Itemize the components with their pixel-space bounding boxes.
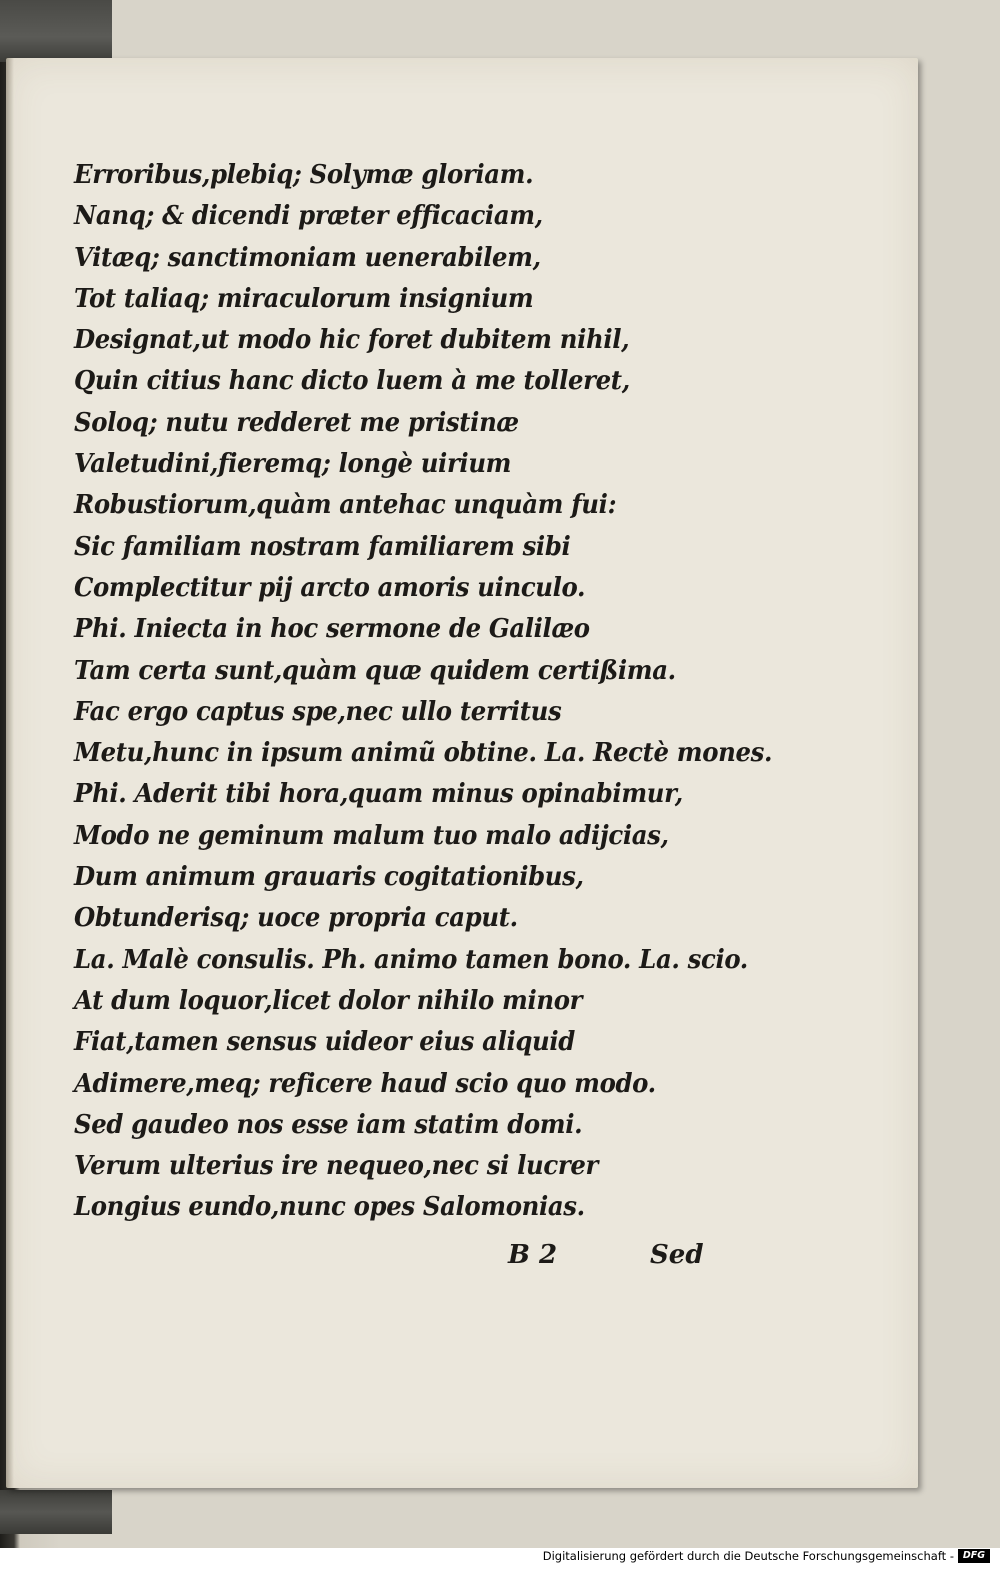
verse-line: Modo ne geminum malum tuo malo adijcias, [74, 819, 669, 851]
verse-line: Soloq; nutu redderet me pristinæ [74, 406, 519, 438]
book-spine-bottom [0, 1490, 112, 1534]
verse-line: Tot taliaq; miraculorum insignium [74, 282, 534, 314]
verse-line: Phi. Iniecta in hoc sermone de Galilæo [74, 613, 590, 645]
verse-line: Sed gaudeo nos esse iam statim domi. [74, 1108, 583, 1140]
page-gutter-shadow [6, 58, 14, 1488]
dfg-logo-icon: DFG [958, 1549, 990, 1563]
verse-line: Complectitur pij arcto amoris uinculo. [74, 571, 586, 603]
verse-line: Verum ulterius ire nequeo,nec si lucrer [74, 1150, 598, 1182]
verse-line: Adimere,meq; reficere haud scio quo modo. [74, 1067, 656, 1099]
verse-line: Fiat,tamen sensus uideor eius aliquid [74, 1026, 575, 1058]
verse-line: Quin citius hanc dicto luem à me tolleret, [74, 365, 630, 397]
verse-line: Vitæq; sanctimoniam uenerabilem, [74, 241, 541, 273]
verse-line: Sic familiam nostram familiarem sibi [74, 530, 571, 562]
verse-line: At dum loquor,licet dolor nihilo minor [74, 984, 583, 1016]
verse-line: Erroribus,plebiq; Solymæ gloriam. [74, 159, 534, 190]
verse-line: Nanq; & dicendi præter efficaciam, [74, 200, 543, 232]
verse-line: Obtunderisq; uoce propria caput. [74, 902, 518, 934]
verse-line: La. Malè consulis. Ph. animo tamen bono. La. scio. [74, 943, 748, 975]
digitization-credit: Digitalisierung gefördert durch die Deutsche Forschungsgemeinschaft - [542, 1549, 954, 1563]
page-catchline [500, 1240, 710, 1280]
signature-mark: B 2 [508, 1240, 558, 1270]
verse-text-block [74, 154, 773, 1228]
verse-line: Tam certa sunt,quàm quæ quidem certißima. [74, 654, 676, 686]
verse-line: Metu,hunc in ipsum animũ obtine. La. Rectè mones. [74, 737, 773, 769]
verse-line: Designat,ut modo hic foret dubitem nihil, [74, 324, 630, 356]
catchword: Sed [650, 1240, 704, 1270]
verse-line: Phi. Aderit tibi hora,quam minus opinabimur, [74, 778, 683, 810]
verse-line: Longius eundo,nunc opes Salomonias. [74, 1191, 585, 1223]
verse-line: Dum animum grauaris cogitationibus, [74, 861, 584, 893]
verse-line: Valetudini,fieremq; longè uirium [74, 448, 512, 480]
book-spine-top [0, 0, 112, 62]
verse-line: Fac ergo captus spe,nec ullo territus [74, 695, 562, 727]
verse-line: Robustiorum,quàm antehac unquàm fui: [74, 489, 617, 521]
